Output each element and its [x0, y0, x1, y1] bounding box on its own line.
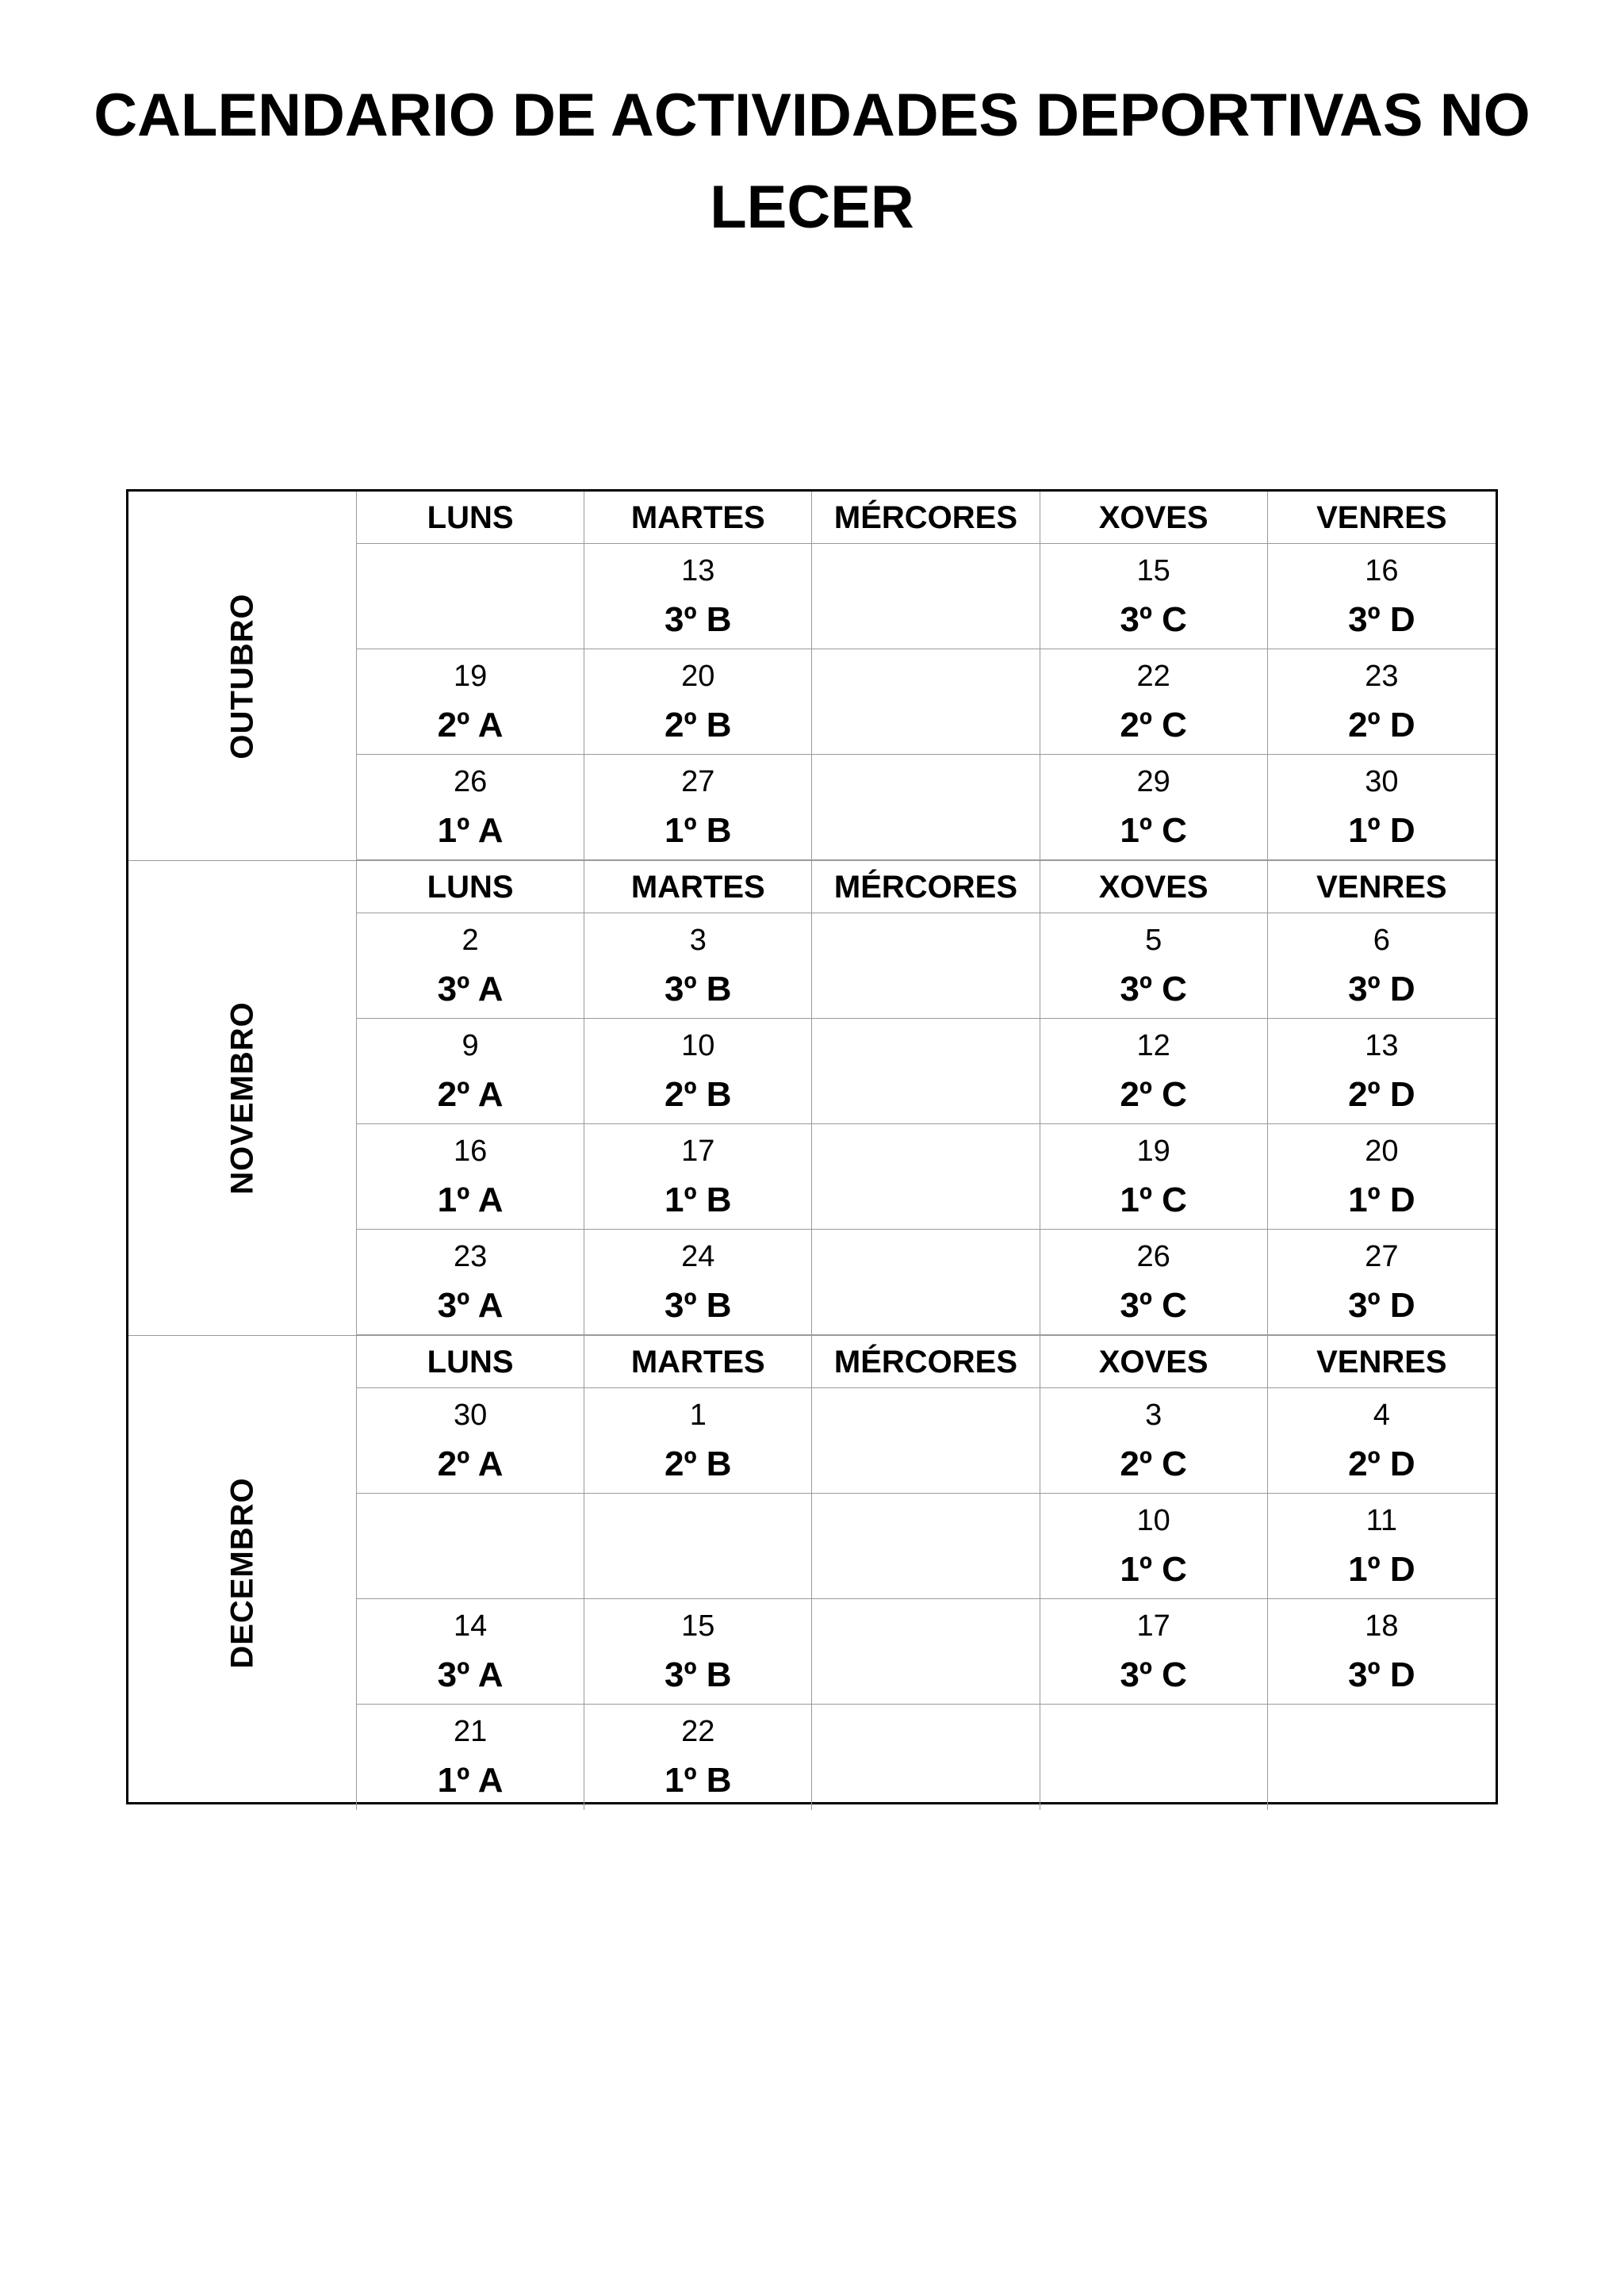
day-cell [584, 913, 812, 1018]
class-group: 1º C [1120, 1550, 1187, 1589]
day-cell [357, 1494, 584, 1598]
week-row [357, 1019, 1496, 1124]
day-cell [1040, 649, 1268, 754]
day-cell [357, 1599, 584, 1704]
weekday-header-cell: MÉRCORES [812, 492, 1040, 543]
class-group: 2º B [665, 706, 732, 744]
day-cell [1040, 913, 1268, 1018]
day-number: 10 [1136, 1504, 1170, 1537]
day-cell [584, 1019, 812, 1123]
day-number: 15 [681, 1609, 715, 1643]
week-row [357, 544, 1496, 649]
day-cell [584, 1599, 812, 1704]
class-group: 2º B [665, 1075, 732, 1114]
class-group: 1º D [1348, 811, 1415, 850]
month-grid [357, 492, 1496, 860]
day-number: 15 [1136, 554, 1170, 587]
month-label-cell [128, 1336, 357, 1810]
day-cell [584, 1124, 812, 1229]
day-cell [584, 1494, 812, 1598]
month-grid [357, 861, 1496, 1335]
class-group: 1º A [437, 1181, 504, 1219]
day-cell [357, 544, 584, 649]
day-cell [357, 1388, 584, 1493]
class-group: 2º A [437, 706, 504, 744]
day-cell [357, 1705, 584, 1810]
week-row [357, 913, 1496, 1019]
day-cell [357, 1230, 584, 1334]
weekday-header-row [357, 1336, 1496, 1388]
class-group: 3º A [437, 1286, 504, 1325]
day-number: 17 [681, 1135, 715, 1168]
day-cell [357, 913, 584, 1018]
day-number: 13 [1365, 1029, 1399, 1062]
day-cell [357, 1124, 584, 1229]
class-group: 3º D [1348, 970, 1415, 1008]
day-cell [812, 544, 1040, 649]
weekday-header-cell: MARTES [584, 492, 812, 543]
class-group: 2º C [1120, 1075, 1187, 1114]
class-group: 1º B [665, 1181, 732, 1219]
day-cell [812, 1494, 1040, 1598]
weekday-header-cell: MÉRCORES [812, 861, 1040, 913]
class-group: 3º A [437, 1655, 504, 1694]
day-number: 30 [453, 1399, 488, 1432]
day-cell [812, 649, 1040, 754]
class-group: 2º D [1348, 706, 1415, 744]
class-group: 2º D [1348, 1445, 1415, 1483]
day-cell [357, 755, 584, 859]
day-cell [584, 1230, 812, 1334]
day-cell [1040, 1230, 1268, 1334]
page-title-line-1: CALENDARIO DE ACTIVIDADES DEPORTIVAS NO [94, 82, 1530, 149]
day-cell [1268, 913, 1496, 1018]
weekday-header-cell: XOVES [1040, 1336, 1268, 1387]
week-row [357, 1124, 1496, 1230]
day-number: 9 [462, 1029, 479, 1062]
day-cell [1268, 1124, 1496, 1229]
day-number: 2 [462, 924, 479, 957]
day-number: 21 [453, 1715, 488, 1748]
day-number: 14 [453, 1609, 488, 1643]
class-group: 2º B [665, 1445, 732, 1483]
day-cell [584, 649, 812, 754]
class-group: 1º D [1348, 1181, 1415, 1219]
day-number: 16 [1365, 554, 1399, 587]
day-number: 16 [453, 1135, 488, 1168]
weekday-header-cell: VENRES [1316, 1345, 1447, 1380]
day-cell [1268, 1599, 1496, 1704]
day-number: 3 [689, 924, 707, 957]
day-cell [1268, 649, 1496, 754]
weekday-header-row [357, 492, 1496, 544]
weekday-header-cell: VENRES [1316, 870, 1447, 905]
day-cell [812, 1705, 1040, 1810]
day-cell [812, 1019, 1040, 1123]
day-cell [1040, 1599, 1268, 1704]
day-cell [812, 1599, 1040, 1704]
class-group: 3º C [1120, 600, 1187, 639]
class-group: 3º C [1120, 970, 1187, 1008]
day-cell [1268, 1494, 1496, 1598]
class-group: 3º D [1348, 1286, 1415, 1325]
class-group: 3º B [665, 970, 732, 1008]
week-row [357, 1230, 1496, 1335]
day-cell [584, 755, 812, 859]
weekday-header-cell: XOVES [1040, 492, 1268, 543]
day-number: 1 [689, 1399, 707, 1432]
class-group: 2º C [1120, 1445, 1187, 1483]
class-group: 3º A [437, 970, 504, 1008]
class-group: 1º A [437, 1761, 504, 1800]
week-row [357, 1599, 1496, 1705]
class-group: 1º B [665, 811, 732, 850]
class-group: 3º D [1348, 600, 1415, 639]
day-cell [1040, 544, 1268, 649]
class-group: 3º C [1120, 1655, 1187, 1694]
month-block-0 [128, 492, 1496, 861]
day-number: 23 [1365, 660, 1399, 693]
page-title [0, 70, 1624, 254]
weekday-header-cell: LUNS [357, 492, 584, 543]
day-number: 22 [1136, 660, 1170, 693]
class-group: 1º C [1120, 1181, 1187, 1219]
day-cell [812, 1230, 1040, 1334]
class-group: 2º A [437, 1445, 504, 1483]
day-number: 19 [1136, 1135, 1170, 1168]
month-grid [357, 1336, 1496, 1810]
day-cell [1040, 1388, 1268, 1493]
day-cell [584, 544, 812, 649]
day-cell [1268, 1230, 1496, 1334]
day-number: 26 [453, 765, 488, 798]
month-name: OUTUBRO [224, 592, 259, 760]
weekday-header-cell: MARTES [584, 1336, 812, 1387]
class-group: 1º A [437, 811, 504, 850]
week-row [357, 1494, 1496, 1599]
day-number: 23 [453, 1240, 488, 1273]
day-number: 4 [1373, 1399, 1390, 1432]
class-group: 3º B [665, 1286, 732, 1325]
day-cell [1040, 1705, 1268, 1810]
day-cell [1040, 755, 1268, 859]
day-number: 18 [1365, 1609, 1399, 1643]
week-row [357, 1705, 1496, 1810]
day-number: 20 [681, 660, 715, 693]
day-number: 10 [681, 1029, 715, 1062]
day-cell [357, 1019, 584, 1123]
class-group: 2º A [437, 1075, 504, 1114]
day-number: 12 [1136, 1029, 1170, 1062]
week-row [357, 1388, 1496, 1494]
day-cell [812, 1388, 1040, 1493]
day-cell [812, 1124, 1040, 1229]
class-group: 3º C [1120, 1286, 1187, 1325]
day-number: 29 [1136, 765, 1170, 798]
day-number: 13 [681, 554, 715, 587]
weekday-header-row [357, 861, 1496, 913]
day-number: 5 [1145, 924, 1162, 957]
month-label-cell [128, 492, 357, 860]
class-group: 2º D [1348, 1075, 1415, 1114]
day-cell [1268, 1019, 1496, 1123]
day-number: 11 [1365, 1504, 1398, 1537]
week-row [357, 755, 1496, 860]
day-cell [1268, 1388, 1496, 1493]
day-number: 24 [681, 1240, 715, 1273]
day-cell [812, 913, 1040, 1018]
day-cell [1040, 1019, 1268, 1123]
day-number: 6 [1373, 924, 1390, 957]
day-cell [1268, 1705, 1496, 1810]
day-number: 19 [453, 660, 488, 693]
day-number: 3 [1145, 1399, 1162, 1432]
day-number: 17 [1136, 1609, 1170, 1643]
page-title-line-2: LECER [710, 174, 914, 241]
day-number: 22 [681, 1715, 715, 1748]
day-number: 27 [681, 765, 715, 798]
month-name: NOVEMBRO [224, 1001, 259, 1195]
weekday-header-cell: XOVES [1040, 861, 1268, 913]
day-number: 27 [1365, 1240, 1399, 1273]
day-number: 26 [1136, 1240, 1170, 1273]
day-cell [1268, 544, 1496, 649]
class-group: 1º D [1348, 1550, 1415, 1589]
day-cell [812, 755, 1040, 859]
class-group: 1º C [1120, 811, 1187, 850]
month-block-2 [128, 1336, 1496, 1810]
weekday-header-cell: MARTES [584, 861, 812, 913]
weekday-header-cell: LUNS [357, 1336, 584, 1387]
day-cell [357, 649, 584, 754]
month-label-cell [128, 861, 357, 1335]
month-name: DECEMBRO [224, 1477, 259, 1669]
class-group: 3º B [665, 1655, 732, 1694]
weekday-header-cell: VENRES [1316, 500, 1447, 535]
week-row [357, 649, 1496, 755]
day-number: 30 [1365, 765, 1399, 798]
day-number: 20 [1365, 1135, 1399, 1168]
class-group: 3º B [665, 600, 732, 639]
month-block-1 [128, 861, 1496, 1336]
day-cell [584, 1388, 812, 1493]
class-group: 3º D [1348, 1655, 1415, 1694]
class-group: 2º C [1120, 706, 1187, 744]
day-cell [1040, 1494, 1268, 1598]
day-cell [584, 1705, 812, 1810]
day-cell [1040, 1124, 1268, 1229]
day-cell [1268, 755, 1496, 859]
weekday-header-cell: MÉRCORES [812, 1336, 1040, 1387]
class-group: 1º B [665, 1761, 732, 1800]
weekday-header-cell: LUNS [357, 861, 584, 913]
activity-calendar-table [126, 489, 1498, 1804]
